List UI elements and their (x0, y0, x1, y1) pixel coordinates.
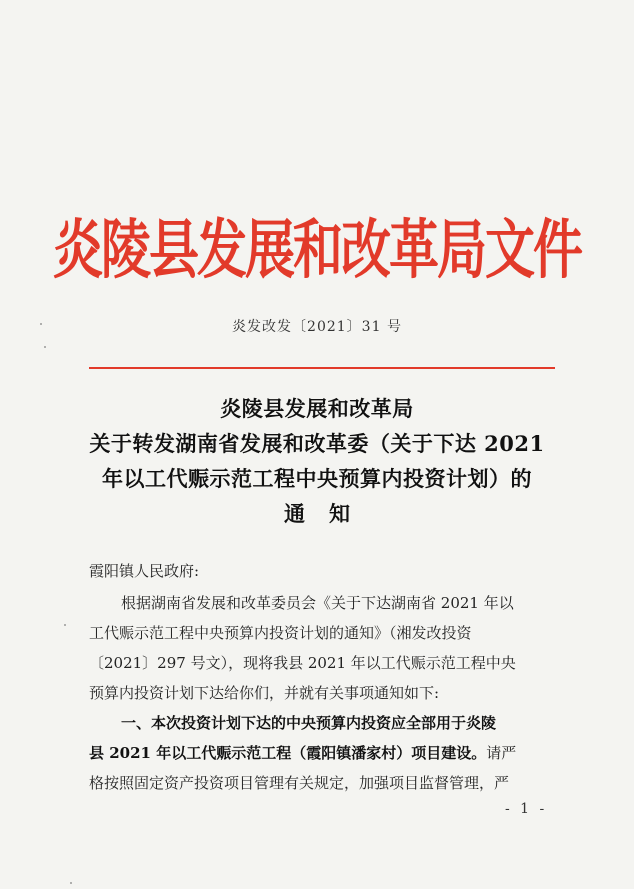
scan-speck (64, 624, 66, 626)
scan-speck (44, 346, 46, 348)
red-divider-line (89, 367, 555, 369)
scan-speck (40, 323, 42, 325)
paragraph1-line-2: 工代赈示范工程中央预算内投资计划的通知》（湘发改投资 (89, 624, 472, 642)
paragraph2-line-2-tail: 请严 (486, 744, 517, 762)
paragraph1-line-4: 预算内投资计划下达给你们，并就有关事项通知如下: (89, 684, 440, 702)
paragraph2-line-3: 格按照固定资产投资项目管理有关规定，加强项目监督管理，严 (89, 774, 510, 792)
title-line-2: 关于转发湖南省发展和改革委（关于下达 2021 (89, 431, 545, 456)
document-masthead: 炎陵县发展和改革局文件 (53, 212, 581, 288)
paragraph2-line-2-bold: 县 2021 年以工代赈示范工程（霞阳镇潘家村）项目建设。 (89, 744, 487, 762)
scan-speck (70, 882, 72, 884)
page-number: - 1 - (505, 801, 548, 817)
paragraph2-line-1: 一、本次投资计划下达的中央预算内投资应全部用于炎陵 (121, 714, 497, 732)
paragraph1-line-3: 〔2021〕297 号文），现将我县 2021 年以工代赈示范工程中央 (89, 654, 516, 672)
addressee: 霞阳镇人民政府: (89, 562, 200, 580)
title-line-1: 炎陵县发展和改革局 (220, 396, 414, 421)
title-line-3: 年以工代赈示范工程中央预算内投资计划）的 (102, 466, 532, 491)
paragraph2-line-2 (89, 742, 516, 763)
title-line-4: 通知 (284, 501, 374, 526)
paragraph1-line-1: 根据湖南省发展和改革委员会《关于下达湖南省 2021 年以 (121, 594, 514, 612)
document-number: 炎发改发〔2021〕31 号 (232, 319, 402, 335)
